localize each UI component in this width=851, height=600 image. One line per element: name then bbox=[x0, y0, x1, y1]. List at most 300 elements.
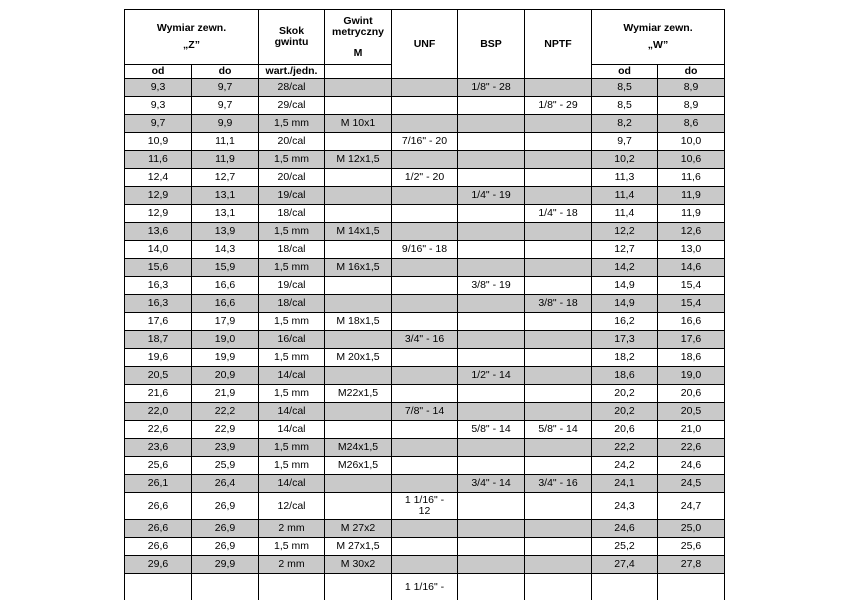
cell-unf bbox=[392, 295, 458, 313]
cell-bsp bbox=[458, 493, 525, 520]
header-wymiar-w-symbol: „W” bbox=[647, 39, 669, 51]
table-row bbox=[125, 205, 725, 223]
cell-nptf bbox=[525, 457, 592, 475]
cell-unf: 1/2" - 20 bbox=[392, 169, 458, 187]
cell-w-do: 10,0 bbox=[658, 133, 725, 151]
table-body bbox=[125, 79, 725, 600]
header-wart: wart./jedn. bbox=[259, 65, 325, 79]
cell-w-od: 12,2 bbox=[592, 223, 658, 241]
cell-unf bbox=[392, 313, 458, 331]
cell-z-do: 23,9 bbox=[192, 439, 259, 457]
cell-z-od: 15,6 bbox=[125, 259, 192, 277]
cell-nptf bbox=[525, 331, 592, 349]
cell-skok: 1,5 mm bbox=[259, 223, 325, 241]
header-z-od: od bbox=[125, 65, 192, 79]
header-skok-title: Skok gwintu bbox=[274, 25, 309, 48]
header-wymiar-w bbox=[592, 10, 725, 65]
cell-z-do: 26,9 bbox=[192, 493, 259, 520]
cell-unf bbox=[392, 367, 458, 385]
cell-unf: 1 1/16" - bbox=[392, 574, 458, 600]
cell-m: M22x1,5 bbox=[325, 385, 392, 403]
cell-skok: 14/cal bbox=[259, 367, 325, 385]
cell-z-od: 16,3 bbox=[125, 277, 192, 295]
cell-z-od: 9,7 bbox=[125, 115, 192, 133]
cell-w-do: 24,6 bbox=[658, 457, 725, 475]
cell-unf bbox=[392, 538, 458, 556]
cell-w-od: 24,6 bbox=[592, 520, 658, 538]
cell-w-do: 15,4 bbox=[658, 295, 725, 313]
cell-z-od: 12,9 bbox=[125, 187, 192, 205]
cell-unf bbox=[392, 223, 458, 241]
cell-skok: 14/cal bbox=[259, 421, 325, 439]
cell-bsp bbox=[458, 169, 525, 187]
cell-nptf bbox=[525, 439, 592, 457]
cell-unf: 7/8" - 14 bbox=[392, 403, 458, 421]
cell-z-od: 26,6 bbox=[125, 538, 192, 556]
table-row bbox=[125, 520, 725, 538]
cell-m: M 27x2 bbox=[325, 520, 392, 538]
table-row bbox=[125, 313, 725, 331]
cell-skok: 14/cal bbox=[259, 403, 325, 421]
cell-m bbox=[325, 133, 392, 151]
cell-bsp bbox=[458, 556, 525, 574]
cell-w-od: 24,2 bbox=[592, 457, 658, 475]
cell-w-do: 8,9 bbox=[658, 97, 725, 115]
cell-w-od: 17,3 bbox=[592, 331, 658, 349]
cell-z-od: 23,6 bbox=[125, 439, 192, 457]
cell-m: M24x1,5 bbox=[325, 439, 392, 457]
cell-unf bbox=[392, 205, 458, 223]
table-row bbox=[125, 295, 725, 313]
header-unf: UNF bbox=[392, 10, 458, 79]
cell-z-do bbox=[192, 574, 259, 600]
cell-m: M 16x1,5 bbox=[325, 259, 392, 277]
cell-skok: 16/cal bbox=[259, 331, 325, 349]
table-row bbox=[125, 556, 725, 574]
cell-bsp bbox=[458, 259, 525, 277]
table-row bbox=[125, 187, 725, 205]
table-row bbox=[125, 169, 725, 187]
cell-m bbox=[325, 277, 392, 295]
cell-bsp: 5/8" - 14 bbox=[458, 421, 525, 439]
cell-w-od: 18,6 bbox=[592, 367, 658, 385]
cell-skok: 1,5 mm bbox=[259, 115, 325, 133]
cell-z-od: 12,9 bbox=[125, 205, 192, 223]
cell-m: M 10x1 bbox=[325, 115, 392, 133]
cell-w-do: 8,6 bbox=[658, 115, 725, 133]
cell-z-do: 9,7 bbox=[192, 79, 259, 97]
table-row bbox=[125, 385, 725, 403]
cell-skok: 1,5 mm bbox=[259, 439, 325, 457]
cell-w-do: 11,9 bbox=[658, 205, 725, 223]
cell-skok: 18/cal bbox=[259, 241, 325, 259]
header-wymiar-z-title: Wymiar zewn. bbox=[156, 22, 227, 34]
table-row bbox=[125, 115, 725, 133]
cell-bsp bbox=[458, 151, 525, 169]
cell-w-do: 11,9 bbox=[658, 187, 725, 205]
cell-z-do: 11,9 bbox=[192, 151, 259, 169]
cell-m bbox=[325, 493, 392, 520]
table-row bbox=[125, 259, 725, 277]
cell-unf bbox=[392, 259, 458, 277]
cell-z-od: 11,6 bbox=[125, 151, 192, 169]
table-row bbox=[125, 403, 725, 421]
cell-unf bbox=[392, 421, 458, 439]
cell-nptf bbox=[525, 520, 592, 538]
cell-z-od: 20,5 bbox=[125, 367, 192, 385]
header-z-do: do bbox=[192, 65, 259, 79]
cell-nptf bbox=[525, 277, 592, 295]
table-row bbox=[125, 475, 725, 493]
cell-nptf bbox=[525, 556, 592, 574]
thread-dimensions-table bbox=[124, 9, 725, 600]
cell-bsp bbox=[458, 538, 525, 556]
cell-m bbox=[325, 79, 392, 97]
cell-skok: 14/cal bbox=[259, 475, 325, 493]
cell-z-do: 12,7 bbox=[192, 169, 259, 187]
cell-skok: 1,5 mm bbox=[259, 457, 325, 475]
cell-m bbox=[325, 331, 392, 349]
cell-bsp bbox=[458, 331, 525, 349]
cell-bsp bbox=[458, 133, 525, 151]
table-row bbox=[125, 574, 725, 600]
cell-m bbox=[325, 295, 392, 313]
cell-w-od: 24,1 bbox=[592, 475, 658, 493]
cell-bsp bbox=[458, 457, 525, 475]
cell-skok bbox=[259, 574, 325, 600]
cell-z-od: 26,6 bbox=[125, 493, 192, 520]
cell-w-do: 15,4 bbox=[658, 277, 725, 295]
cell-w-od: 11,4 bbox=[592, 187, 658, 205]
cell-w-od: 12,7 bbox=[592, 241, 658, 259]
cell-z-do: 22,2 bbox=[192, 403, 259, 421]
cell-nptf bbox=[525, 313, 592, 331]
cell-skok: 2 mm bbox=[259, 520, 325, 538]
cell-bsp bbox=[458, 439, 525, 457]
cell-bsp bbox=[458, 241, 525, 259]
cell-unf bbox=[392, 277, 458, 295]
cell-w-do: 25,0 bbox=[658, 520, 725, 538]
cell-m bbox=[325, 421, 392, 439]
cell-z-do: 26,9 bbox=[192, 520, 259, 538]
table-row bbox=[125, 151, 725, 169]
cell-z-do: 21,9 bbox=[192, 385, 259, 403]
cell-m bbox=[325, 187, 392, 205]
table-row bbox=[125, 97, 725, 115]
cell-w-od: 14,9 bbox=[592, 277, 658, 295]
cell-m bbox=[325, 367, 392, 385]
cell-unf bbox=[392, 349, 458, 367]
cell-w-od: 27,4 bbox=[592, 556, 658, 574]
cell-w-do: 25,6 bbox=[658, 538, 725, 556]
cell-z-do: 20,9 bbox=[192, 367, 259, 385]
cell-unf bbox=[392, 457, 458, 475]
cell-w-do bbox=[658, 574, 725, 600]
table-row bbox=[125, 349, 725, 367]
cell-w-do: 16,6 bbox=[658, 313, 725, 331]
cell-z-od: 25,6 bbox=[125, 457, 192, 475]
header-nptf: NPTF bbox=[525, 10, 592, 79]
cell-bsp bbox=[458, 97, 525, 115]
cell-m bbox=[325, 169, 392, 187]
cell-w-od: 20,6 bbox=[592, 421, 658, 439]
cell-w-do: 14,6 bbox=[658, 259, 725, 277]
cell-m: M 14x1,5 bbox=[325, 223, 392, 241]
cell-unf bbox=[392, 115, 458, 133]
cell-nptf bbox=[525, 151, 592, 169]
cell-skok: 12/cal bbox=[259, 493, 325, 520]
cell-bsp bbox=[458, 205, 525, 223]
cell-z-do: 26,9 bbox=[192, 538, 259, 556]
cell-w-od: 10,2 bbox=[592, 151, 658, 169]
cell-z-od: 9,3 bbox=[125, 97, 192, 115]
cell-unf bbox=[392, 151, 458, 169]
cell-nptf bbox=[525, 133, 592, 151]
cell-m bbox=[325, 475, 392, 493]
cell-w-od: 14,2 bbox=[592, 259, 658, 277]
cell-z-od: 22,0 bbox=[125, 403, 192, 421]
cell-z-do: 11,1 bbox=[192, 133, 259, 151]
cell-bsp bbox=[458, 385, 525, 403]
header-wymiar-z bbox=[125, 10, 259, 65]
cell-unf bbox=[392, 187, 458, 205]
cell-z-do: 19,0 bbox=[192, 331, 259, 349]
cell-w-do: 13,0 bbox=[658, 241, 725, 259]
table-row bbox=[125, 133, 725, 151]
cell-m: M 12x1,5 bbox=[325, 151, 392, 169]
table-row bbox=[125, 277, 725, 295]
cell-bsp bbox=[458, 313, 525, 331]
table-row bbox=[125, 223, 725, 241]
cell-nptf bbox=[525, 79, 592, 97]
cell-m bbox=[325, 241, 392, 259]
header-gwint-symbol: M bbox=[353, 46, 363, 59]
cell-bsp bbox=[458, 349, 525, 367]
cell-unf bbox=[392, 520, 458, 538]
cell-w-do: 19,0 bbox=[658, 367, 725, 385]
cell-z-do: 19,9 bbox=[192, 349, 259, 367]
cell-unf bbox=[392, 475, 458, 493]
table-row bbox=[125, 367, 725, 385]
cell-nptf bbox=[525, 169, 592, 187]
cell-nptf: 1/4" - 18 bbox=[525, 205, 592, 223]
cell-m: M26x1,5 bbox=[325, 457, 392, 475]
cell-nptf: 3/4" - 16 bbox=[525, 475, 592, 493]
cell-unf bbox=[392, 385, 458, 403]
cell-m bbox=[325, 205, 392, 223]
cell-z-do: 13,1 bbox=[192, 205, 259, 223]
header-skok bbox=[259, 10, 325, 65]
cell-z-do: 13,1 bbox=[192, 187, 259, 205]
cell-nptf bbox=[525, 187, 592, 205]
cell-w-do: 21,0 bbox=[658, 421, 725, 439]
cell-w-od: 20,2 bbox=[592, 385, 658, 403]
cell-bsp: 1/2" - 14 bbox=[458, 367, 525, 385]
cell-nptf bbox=[525, 403, 592, 421]
cell-nptf bbox=[525, 367, 592, 385]
cell-unf: 9/16" - 18 bbox=[392, 241, 458, 259]
cell-skok: 19/cal bbox=[259, 187, 325, 205]
cell-w-do: 22,6 bbox=[658, 439, 725, 457]
cell-z-od bbox=[125, 574, 192, 600]
cell-m bbox=[325, 97, 392, 115]
cell-z-do: 17,9 bbox=[192, 313, 259, 331]
cell-unf bbox=[392, 97, 458, 115]
cell-unf bbox=[392, 556, 458, 574]
cell-z-do: 16,6 bbox=[192, 295, 259, 313]
cell-skok: 1,5 mm bbox=[259, 349, 325, 367]
cell-unf bbox=[392, 79, 458, 97]
cell-z-do: 9,7 bbox=[192, 97, 259, 115]
cell-bsp: 3/4" - 14 bbox=[458, 475, 525, 493]
cell-skok: 1,5 mm bbox=[259, 313, 325, 331]
cell-w-do: 18,6 bbox=[658, 349, 725, 367]
cell-z-od: 26,1 bbox=[125, 475, 192, 493]
cell-skok: 1,5 mm bbox=[259, 538, 325, 556]
cell-z-do: 13,9 bbox=[192, 223, 259, 241]
cell-z-od: 21,6 bbox=[125, 385, 192, 403]
cell-w-do: 20,6 bbox=[658, 385, 725, 403]
cell-nptf bbox=[525, 349, 592, 367]
cell-z-do: 9,9 bbox=[192, 115, 259, 133]
cell-z-do: 26,4 bbox=[192, 475, 259, 493]
cell-skok: 18/cal bbox=[259, 205, 325, 223]
cell-m: M 18x1,5 bbox=[325, 313, 392, 331]
cell-skok: 19/cal bbox=[259, 277, 325, 295]
cell-skok: 28/cal bbox=[259, 79, 325, 97]
cell-m bbox=[325, 403, 392, 421]
cell-bsp bbox=[458, 115, 525, 133]
header-gwint bbox=[325, 10, 392, 65]
cell-w-od: 8,5 bbox=[592, 79, 658, 97]
table-row bbox=[125, 241, 725, 259]
cell-w-od bbox=[592, 574, 658, 600]
header-w-od: od bbox=[592, 65, 658, 79]
cell-nptf bbox=[525, 574, 592, 600]
cell-w-do: 27,8 bbox=[658, 556, 725, 574]
cell-z-do: 25,9 bbox=[192, 457, 259, 475]
table-row bbox=[125, 493, 725, 520]
header-wymiar-w-title: Wymiar zewn. bbox=[623, 22, 693, 34]
cell-z-od: 18,7 bbox=[125, 331, 192, 349]
table-row bbox=[125, 331, 725, 349]
cell-nptf bbox=[525, 241, 592, 259]
cell-z-do: 29,9 bbox=[192, 556, 259, 574]
cell-nptf bbox=[525, 259, 592, 277]
cell-z-do: 16,6 bbox=[192, 277, 259, 295]
header-wymiar-z-symbol: „Z” bbox=[183, 39, 200, 51]
cell-z-od: 19,6 bbox=[125, 349, 192, 367]
cell-w-do: 10,6 bbox=[658, 151, 725, 169]
cell-w-do: 24,7 bbox=[658, 493, 725, 520]
cell-z-od: 22,6 bbox=[125, 421, 192, 439]
table-row bbox=[125, 439, 725, 457]
cell-bsp bbox=[458, 223, 525, 241]
cell-nptf: 1/8" - 29 bbox=[525, 97, 592, 115]
cell-nptf bbox=[525, 223, 592, 241]
cell-w-od: 14,9 bbox=[592, 295, 658, 313]
cell-z-od: 10,9 bbox=[125, 133, 192, 151]
cell-z-do: 22,9 bbox=[192, 421, 259, 439]
header-w-do: do bbox=[658, 65, 725, 79]
cell-nptf bbox=[525, 385, 592, 403]
cell-bsp: 1/4" - 19 bbox=[458, 187, 525, 205]
cell-w-do: 17,6 bbox=[658, 331, 725, 349]
cell-bsp bbox=[458, 295, 525, 313]
cell-w-od: 25,2 bbox=[592, 538, 658, 556]
cell-skok: 2 mm bbox=[259, 556, 325, 574]
cell-w-od: 8,5 bbox=[592, 97, 658, 115]
table-row bbox=[125, 538, 725, 556]
cell-w-od: 8,2 bbox=[592, 115, 658, 133]
cell-bsp bbox=[458, 403, 525, 421]
cell-w-od: 18,2 bbox=[592, 349, 658, 367]
cell-nptf: 3/8" - 18 bbox=[525, 295, 592, 313]
cell-m: M 20x1,5 bbox=[325, 349, 392, 367]
cell-z-od: 26,6 bbox=[125, 520, 192, 538]
cell-bsp bbox=[458, 574, 525, 600]
cell-m: M 27x1,5 bbox=[325, 538, 392, 556]
header-gwint-blank bbox=[325, 65, 392, 79]
cell-nptf bbox=[525, 115, 592, 133]
cell-unf bbox=[392, 439, 458, 457]
cell-z-do: 14,3 bbox=[192, 241, 259, 259]
cell-w-od: 9,7 bbox=[592, 133, 658, 151]
cell-nptf: 5/8" - 14 bbox=[525, 421, 592, 439]
cell-skok: 1,5 mm bbox=[259, 259, 325, 277]
cell-w-od: 11,4 bbox=[592, 205, 658, 223]
cell-skok: 1,5 mm bbox=[259, 385, 325, 403]
cell-z-od: 14,0 bbox=[125, 241, 192, 259]
cell-w-od: 24,3 bbox=[592, 493, 658, 520]
cell-w-do: 20,5 bbox=[658, 403, 725, 421]
cell-bsp: 1/8" - 28 bbox=[458, 79, 525, 97]
table-row bbox=[125, 421, 725, 439]
cell-w-od: 20,2 bbox=[592, 403, 658, 421]
table-row bbox=[125, 457, 725, 475]
cell-skok: 18/cal bbox=[259, 295, 325, 313]
cell-m: M 30x2 bbox=[325, 556, 392, 574]
cell-z-od: 17,6 bbox=[125, 313, 192, 331]
cell-z-od: 29,6 bbox=[125, 556, 192, 574]
header-row-main bbox=[125, 10, 725, 65]
cell-z-od: 16,3 bbox=[125, 295, 192, 313]
cell-bsp: 3/8" - 19 bbox=[458, 277, 525, 295]
header-bsp: BSP bbox=[458, 10, 525, 79]
cell-z-do: 15,9 bbox=[192, 259, 259, 277]
cell-z-od: 9,3 bbox=[125, 79, 192, 97]
cell-skok: 20/cal bbox=[259, 133, 325, 151]
cell-unf: 7/16" - 20 bbox=[392, 133, 458, 151]
cell-z-od: 12,4 bbox=[125, 169, 192, 187]
cell-m bbox=[325, 574, 392, 600]
cell-skok: 20/cal bbox=[259, 169, 325, 187]
cell-w-do: 8,9 bbox=[658, 79, 725, 97]
table-row bbox=[125, 79, 725, 97]
cell-nptf bbox=[525, 493, 592, 520]
cell-z-od: 13,6 bbox=[125, 223, 192, 241]
cell-w-od: 11,3 bbox=[592, 169, 658, 187]
cell-unf: 3/4" - 16 bbox=[392, 331, 458, 349]
cell-unf: 1 1/16" - 12 bbox=[392, 493, 458, 520]
cell-bsp bbox=[458, 520, 525, 538]
cell-nptf bbox=[525, 538, 592, 556]
header-gwint-title: Gwint metryczny bbox=[332, 14, 384, 38]
cell-w-do: 11,6 bbox=[658, 169, 725, 187]
cell-w-od: 22,2 bbox=[592, 439, 658, 457]
cell-w-do: 12,6 bbox=[658, 223, 725, 241]
cell-skok: 1,5 mm bbox=[259, 151, 325, 169]
